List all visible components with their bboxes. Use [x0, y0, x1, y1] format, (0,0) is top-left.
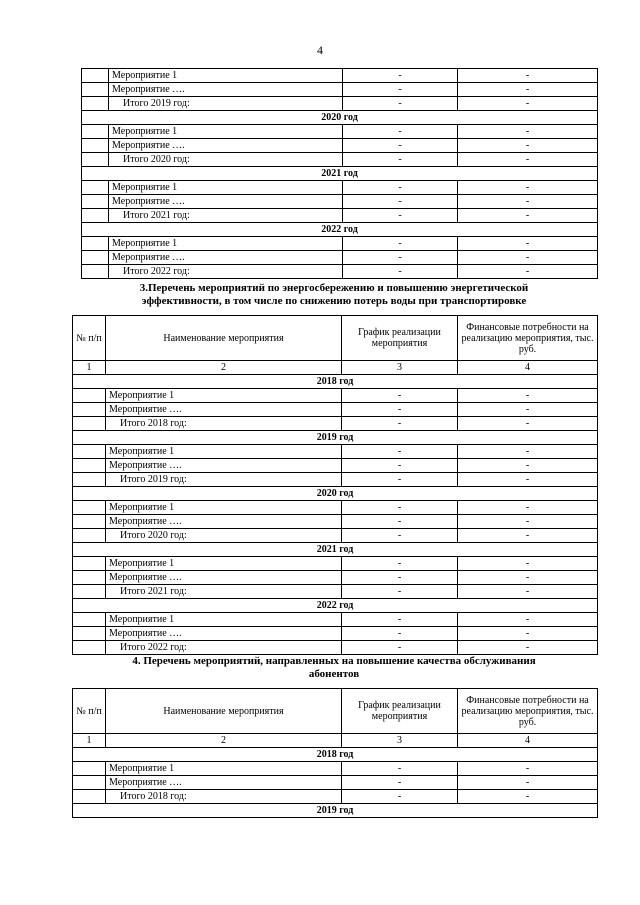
finance-value: - [458, 627, 598, 641]
row-number [73, 585, 106, 599]
finance-value: - [458, 83, 598, 97]
row-number [82, 97, 109, 111]
table-row [82, 237, 598, 251]
total-row [82, 209, 598, 223]
table-row [73, 403, 598, 417]
finance-value: - [458, 209, 598, 223]
row-number [73, 776, 106, 790]
table-row [73, 776, 598, 790]
row-number [82, 153, 109, 167]
table-row [73, 515, 598, 529]
schedule-value: - [343, 139, 458, 153]
header-row [73, 316, 598, 361]
measure-name: Мероприятие 1 [109, 237, 343, 251]
year-row [73, 431, 598, 445]
header-row [73, 689, 598, 734]
row-number [82, 139, 109, 153]
finance-value: - [458, 181, 598, 195]
year-heading: 2020 год [73, 487, 598, 501]
row-number [73, 403, 106, 417]
table-row [73, 389, 598, 403]
measure-name: Мероприятие …. [106, 571, 342, 585]
finance-value: - [458, 459, 598, 473]
schedule-value: - [342, 459, 458, 473]
finance-value: - [458, 417, 598, 431]
finance-value: - [458, 501, 598, 515]
schedule-value: - [342, 445, 458, 459]
schedule-value: - [343, 209, 458, 223]
row-number [73, 627, 106, 641]
row-number [73, 389, 106, 403]
table-row [82, 181, 598, 195]
finance-value: - [458, 389, 598, 403]
measure-name: Итого 2018 год: [106, 417, 342, 431]
table-row [73, 445, 598, 459]
measure-name: Мероприятие 1 [106, 613, 342, 627]
total-row [73, 641, 598, 655]
finance-value: - [458, 790, 598, 804]
row-number [73, 762, 106, 776]
measure-name: Мероприятие …. [106, 459, 342, 473]
section-top-table [81, 68, 598, 279]
year-heading: 2022 год [73, 599, 598, 613]
schedule-value: - [342, 776, 458, 790]
year-row [73, 804, 598, 818]
section4-title [70, 655, 598, 681]
total-row [82, 97, 598, 111]
section3-title [70, 282, 598, 308]
measure-name: Итого 2018 год: [106, 790, 342, 804]
measure-name: Мероприятие …. [109, 251, 343, 265]
finance-value: - [458, 571, 598, 585]
measure-name: Итого 2020 год: [106, 529, 342, 543]
schedule-value: - [342, 515, 458, 529]
total-row [73, 790, 598, 804]
schedule-value: - [343, 237, 458, 251]
total-row [73, 529, 598, 543]
year-heading: 2018 год [73, 748, 598, 762]
measure-name: Мероприятие …. [109, 139, 343, 153]
header-finance: Финансовые потребности на реализацию мероприятия, тыс. руб. [458, 316, 598, 361]
finance-value: - [458, 237, 598, 251]
header-number: № п/п [73, 316, 106, 361]
year-heading: 2019 год [73, 431, 598, 445]
page-number: 4 [317, 43, 323, 57]
section3-title-line1: 3.Перечень мероприятий по энергосбережению и повышению энергетической [139, 282, 529, 294]
finance-value: - [458, 529, 598, 543]
year-heading: 2021 год [73, 543, 598, 557]
column-number: 2 [106, 361, 342, 375]
finance-value: - [458, 641, 598, 655]
year-heading: 2018 год [73, 375, 598, 389]
section3-table [72, 315, 598, 655]
schedule-value: - [342, 627, 458, 641]
schedule-value: - [342, 762, 458, 776]
year-row [73, 599, 598, 613]
section4-title-line1: 4. Перечень мероприятий, направленных на повышение качества обслуживания [132, 655, 536, 667]
schedule-value: - [342, 417, 458, 431]
schedule-value: - [343, 251, 458, 265]
measure-name: Мероприятие 1 [106, 445, 342, 459]
table-row [73, 501, 598, 515]
measure-name: Итого 2022 год: [106, 641, 342, 655]
schedule-value: - [342, 641, 458, 655]
header-schedule: График реализации мероприятия [342, 689, 458, 734]
finance-value: - [458, 515, 598, 529]
row-number [82, 83, 109, 97]
finance-value: - [458, 762, 598, 776]
year-heading: 2021 год [82, 167, 598, 181]
total-row [82, 265, 598, 279]
year-heading: 2019 год [73, 804, 598, 818]
schedule-value: - [343, 125, 458, 139]
year-row [82, 223, 598, 237]
table-row [73, 459, 598, 473]
schedule-value: - [342, 389, 458, 403]
row-number [82, 195, 109, 209]
row-number [73, 790, 106, 804]
schedule-value: - [343, 153, 458, 167]
finance-value: - [458, 445, 598, 459]
schedule-value: - [342, 571, 458, 585]
schedule-value: - [342, 403, 458, 417]
section4-table [72, 688, 598, 818]
finance-value: - [458, 69, 598, 83]
row-number [73, 417, 106, 431]
header-name: Наименование мероприятия [106, 316, 342, 361]
finance-value: - [458, 776, 598, 790]
schedule-value: - [343, 97, 458, 111]
row-number [73, 515, 106, 529]
measure-name: Мероприятие 1 [109, 125, 343, 139]
year-row [73, 487, 598, 501]
total-row [82, 153, 598, 167]
schedule-value: - [342, 529, 458, 543]
measure-name: Мероприятие …. [106, 403, 342, 417]
finance-value: - [458, 403, 598, 417]
measure-name: Мероприятие 1 [106, 501, 342, 515]
row-number [73, 459, 106, 473]
section4-title-line2: абонентов [308, 668, 360, 680]
schedule-value: - [342, 790, 458, 804]
measure-name: Мероприятие …. [106, 515, 342, 529]
header-number: № п/п [73, 689, 106, 734]
row-number [73, 501, 106, 515]
finance-value: - [458, 153, 598, 167]
schedule-value: - [343, 83, 458, 97]
measure-name: Мероприятие …. [106, 627, 342, 641]
measure-name: Мероприятие 1 [109, 181, 343, 195]
column-number: 2 [106, 734, 342, 748]
schedule-value: - [343, 265, 458, 279]
row-number [82, 265, 109, 279]
row-number [73, 445, 106, 459]
row-number [73, 613, 106, 627]
table-row [82, 83, 598, 97]
table-row [73, 571, 598, 585]
finance-value: - [458, 195, 598, 209]
schedule-value: - [343, 195, 458, 209]
row-number [82, 69, 109, 83]
table-row [82, 69, 598, 83]
column-number: 1 [73, 361, 106, 375]
total-row [73, 585, 598, 599]
total-row [73, 417, 598, 431]
table-row [82, 139, 598, 153]
finance-value: - [458, 613, 598, 627]
year-row [82, 167, 598, 181]
table-row [73, 613, 598, 627]
year-row [73, 543, 598, 557]
column-numbers-row [73, 734, 598, 748]
measure-name: Итого 2019 год: [109, 97, 343, 111]
year-row [73, 375, 598, 389]
row-number [82, 125, 109, 139]
year-heading: 2020 год [82, 111, 598, 125]
finance-value: - [458, 585, 598, 599]
row-number [73, 571, 106, 585]
table-row [82, 125, 598, 139]
header-name: Наименование мероприятия [106, 689, 342, 734]
finance-value: - [458, 97, 598, 111]
header-finance: Финансовые потребности на реализацию мероприятия, тыс. руб. [458, 689, 598, 734]
finance-value: - [458, 139, 598, 153]
table-row [73, 627, 598, 641]
measure-name: Итого 2021 год: [109, 209, 343, 223]
column-number: 1 [73, 734, 106, 748]
schedule-value: - [342, 557, 458, 571]
row-number [82, 237, 109, 251]
table-row [82, 195, 598, 209]
table-row [73, 762, 598, 776]
measure-name: Мероприятие 1 [106, 557, 342, 571]
finance-value: - [458, 125, 598, 139]
row-number [73, 641, 106, 655]
column-number: 4 [458, 734, 598, 748]
measure-name: Итого 2019 год: [106, 473, 342, 487]
measure-name: Мероприятие 1 [106, 762, 342, 776]
measure-name: Мероприятие …. [109, 83, 343, 97]
column-numbers-row [73, 361, 598, 375]
column-number: 3 [342, 734, 458, 748]
schedule-value: - [343, 69, 458, 83]
measure-name: Мероприятие 1 [106, 389, 342, 403]
measure-name: Итого 2021 год: [106, 585, 342, 599]
measure-name: Мероприятие 1 [109, 69, 343, 83]
row-number [82, 181, 109, 195]
measure-name: Мероприятие …. [109, 195, 343, 209]
year-row [73, 748, 598, 762]
year-heading: 2022 год [82, 223, 598, 237]
table-row [73, 557, 598, 571]
row-number [82, 251, 109, 265]
row-number [73, 473, 106, 487]
finance-value: - [458, 251, 598, 265]
schedule-value: - [342, 585, 458, 599]
schedule-value: - [343, 181, 458, 195]
schedule-value: - [342, 501, 458, 515]
finance-value: - [458, 473, 598, 487]
header-schedule: График реализации мероприятия [342, 316, 458, 361]
section3-title-line2: эффективности, в том числе по снижению потерь воды при транспортировке [141, 295, 527, 307]
schedule-value: - [342, 613, 458, 627]
row-number [73, 557, 106, 571]
measure-name: Мероприятие …. [106, 776, 342, 790]
finance-value: - [458, 265, 598, 279]
finance-value: - [458, 557, 598, 571]
column-number: 3 [342, 361, 458, 375]
measure-name: Итого 2020 год: [109, 153, 343, 167]
total-row [73, 473, 598, 487]
year-row [82, 111, 598, 125]
row-number [73, 529, 106, 543]
column-number: 4 [458, 361, 598, 375]
measure-name: Итого 2022 год: [109, 265, 343, 279]
table-row [82, 251, 598, 265]
schedule-value: - [342, 473, 458, 487]
row-number [82, 209, 109, 223]
